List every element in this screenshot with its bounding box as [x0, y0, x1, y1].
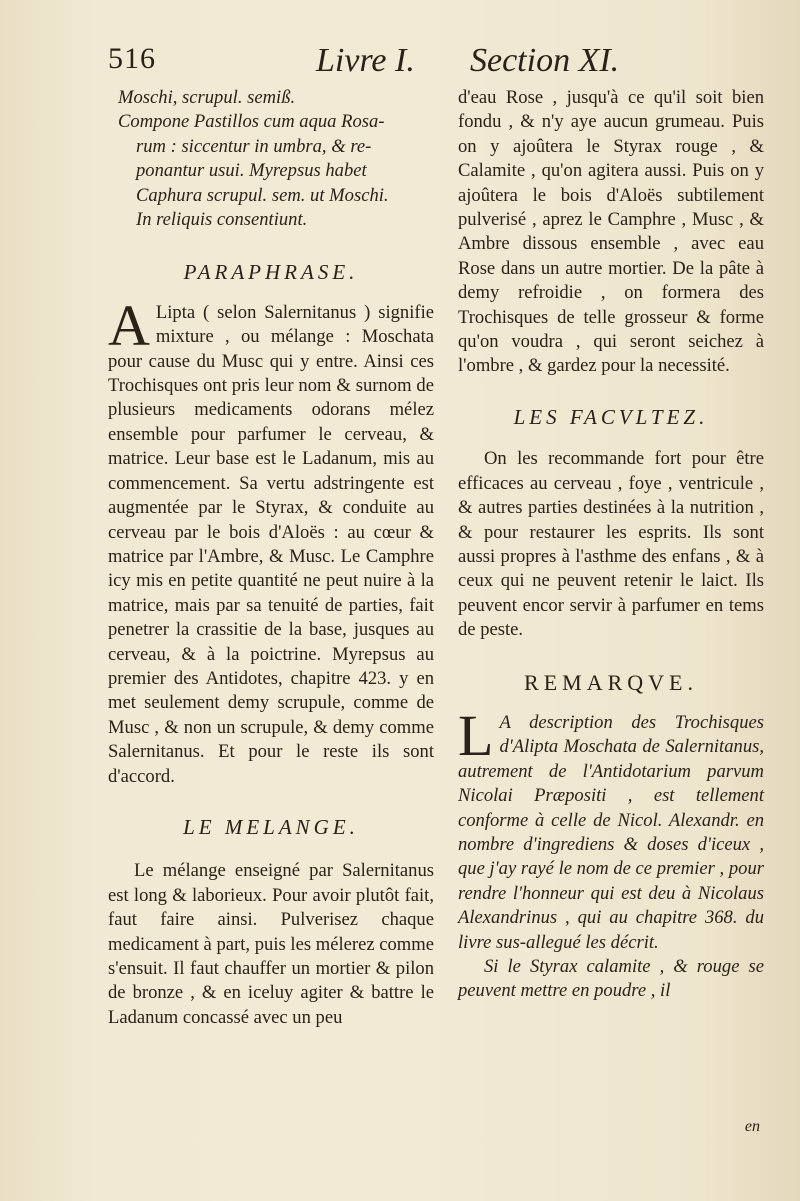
page-number: 516 — [108, 42, 156, 75]
facultez-heading: LES FACVLTEZ. — [513, 404, 709, 429]
remarque-paragraph — [458, 702, 764, 1004]
recipe-line: Moschi, scrupul. semiß. — [118, 87, 296, 108]
drop-capital: A — [108, 292, 150, 358]
book-title: Livre I. — [316, 42, 415, 79]
recipe-line: ponantur usui. Myrepsus habet — [136, 160, 367, 182]
section-title: Section XI. — [470, 42, 620, 79]
recipe-line: In reliquis consentiunt. — [136, 209, 308, 231]
paraphrase-paragraph — [108, 292, 434, 789]
running-header — [108, 42, 668, 92]
melange-heading: LE MELANGE. — [183, 814, 359, 839]
melange-text: Le mélange enseigné par Salernitanus est long & laborieux. Pour avoir plutôt fait, faut faire ainsi. Pulverisez chaque medicament à part, puis les mélerez comme s'ensuit. Il faut chauffer un mortier & pilon de bronze , & en iceluy agiter & battre le Ladanum concassé avec un peu — [108, 860, 434, 1028]
recipe-line: Compone Pastillos cum aqua Rosa- — [118, 111, 385, 133]
remarque-text: A description des Trochisques d'Alipta Moschata de Salernitanus, autrement de l'Antidotarium parvum Nicolai Præpositi , est tellement conforme à celle de Nicol. Alexandr. en nombre d'ingrediens & doses d'iceux , que j'ay rayé le nom de ce premier , pour rendre l'honneur qui est deu à Nicolaus Alexandrinus , qui au chapitre 368. du livre sus-allegué les décrit. — [458, 711, 764, 953]
left-column — [108, 86, 434, 1030]
continuation-text: d'eau Rose , jusqu'à ce qu'il soit bien fondu , & n'y aye aucun grumeau. Puis on y ajoûtera le Styrax rouge , & Calamite , qu'on agitera aussi. Puis on y ajoûtera le bois d'Aloës subtilement pulverisé , aprez le Camphre , Musc , & Ambre dissous ensemble , avec eau Rose dans un autre mortier. De la pâte à demy refroidie , on formera des Trochisques de telle grosseur & forme qu'on voudra , qui seront seichez à l'ombre , & gardez pour la necessité. — [458, 87, 764, 377]
drop-capital: L — [458, 702, 494, 768]
paraphrase-heading: PARAPHRASE. — [183, 260, 359, 285]
remarque-text-2: Si le Styrax calamite , & rouge se peuvent mettre en poudre , il — [458, 956, 764, 1002]
right-column — [458, 86, 764, 1004]
catchword: en — [744, 1118, 760, 1135]
paraphrase-text: Lipta ( selon Salernitanus ) signifie mixture , ou mélange : Moschata pour cause du Musc qui y entre. Ainsi ces Trochisques ont pris leur nom & surnom de plusieurs medicaments odorans mélez ensemble pour parfumer le cerveau, & matrice. Leur base est le Ladanum, mis au commencement. Sa vertu adstringente est augmentée par le Styrax, & conduite au cerveau par le bois d'Aloës : au cœur & matrice par l'Ambre, & Musc. Le Camphre icy mis en petite quantité ne peut nuire à la matrice, mais par sa tenuité de parties, fait penetrer la crassitie de la base, jusques au cerveau, & à la poictrine. Myrepsus au premier des Antidotes, chapitre 423. y en met seulement demy scrupule, comme de Musc , & non un scrupule, & demy comme Salernitanus. Et pour le reste ils sont d'accord. — [108, 301, 434, 787]
remarque-heading: REMARQVE. — [524, 669, 698, 695]
recipe-line: Caphura scrupul. sem. ut Moschi. — [136, 184, 389, 206]
recipe-line: rum : siccentur in umbra, & re- — [136, 135, 372, 157]
facultez-text: On les recommande fort pour être efficaces au cerveau , foye , ventricule , & autres parties destinées à la nutrition , & pour restaurer les esprits. Ils sont aussi propres à l'asthme des enfans , & à ceux qui ne peuvent retenir le laict. Ils peuvent encor servir à parfumer en tems de peste. — [458, 448, 764, 641]
recipe-latin — [118, 86, 434, 232]
